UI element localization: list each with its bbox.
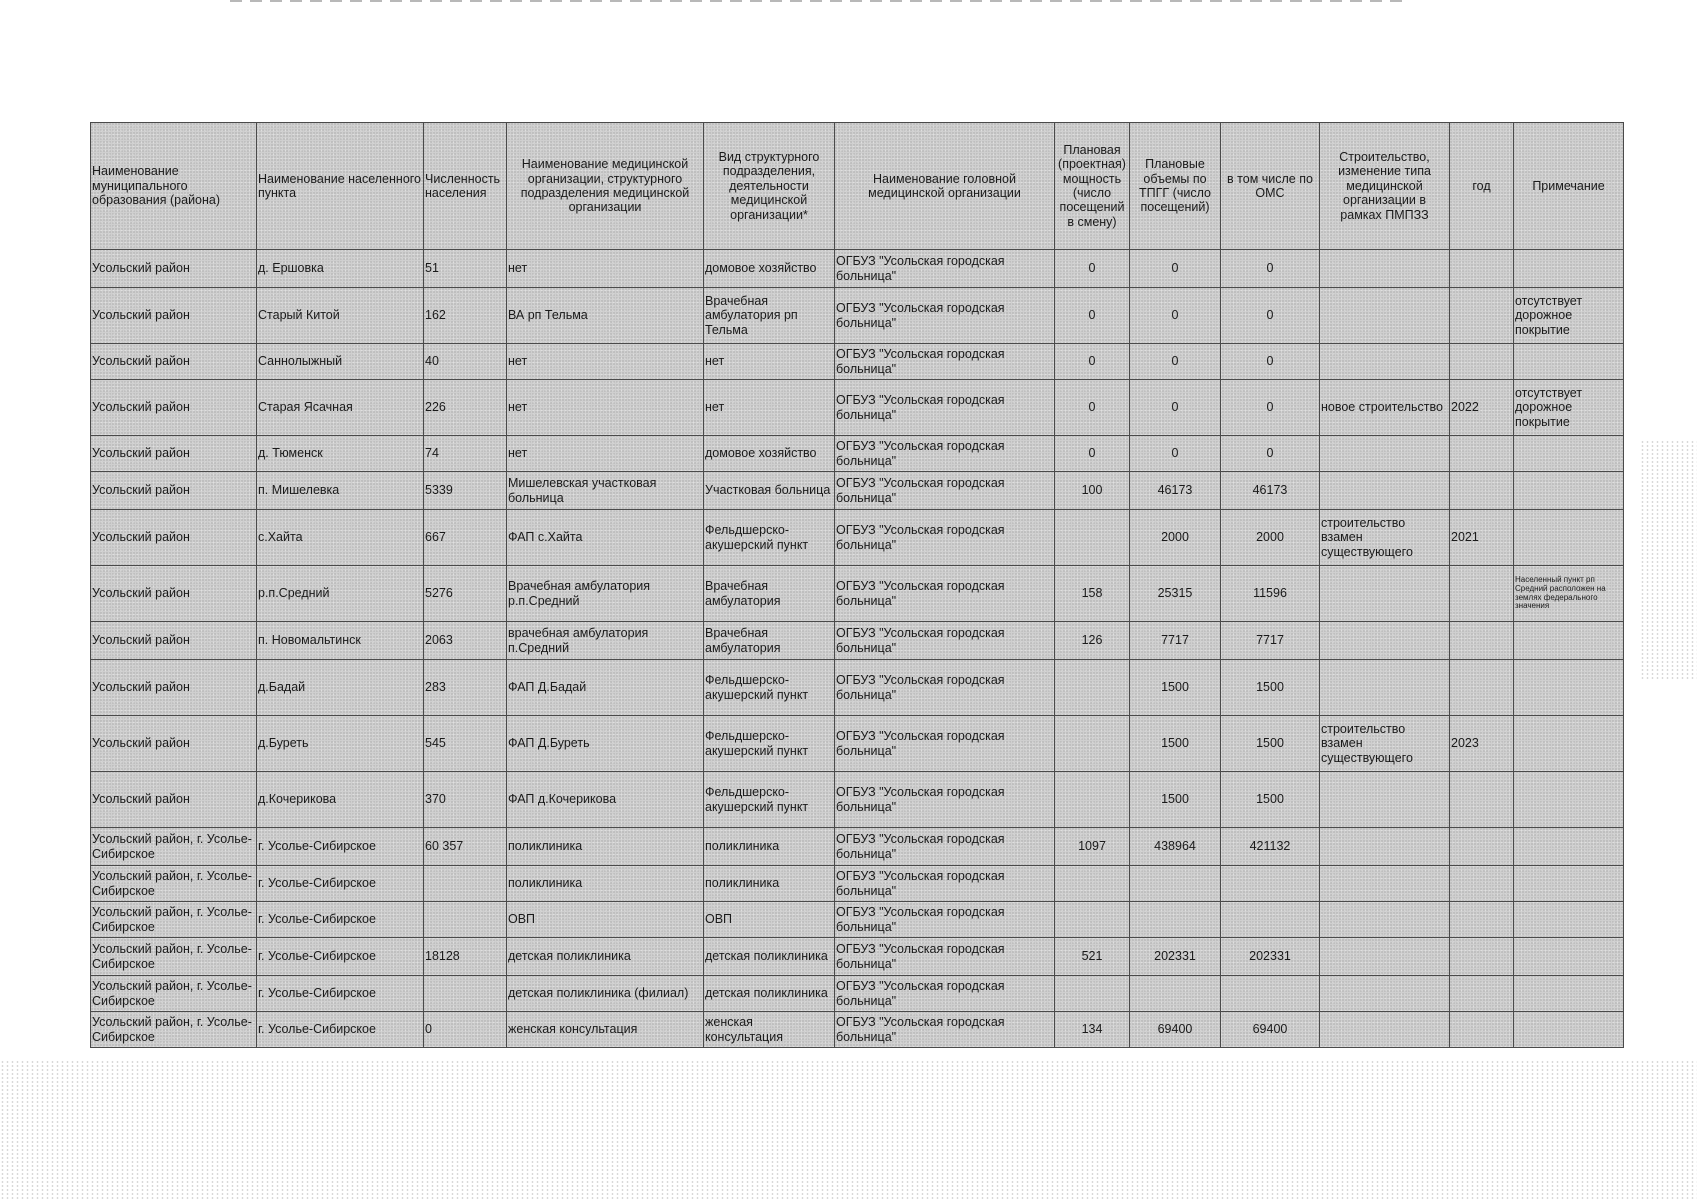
table-cell: 69400 bbox=[1130, 1012, 1221, 1048]
table-cell: поликлиника bbox=[507, 866, 704, 902]
table-cell: 1097 bbox=[1055, 828, 1130, 866]
table-cell bbox=[1320, 344, 1450, 380]
table-cell: ОВП bbox=[507, 902, 704, 938]
table-cell: врачебная амбулатория п.Средний bbox=[507, 622, 704, 660]
table-cell: Старый Китой bbox=[257, 288, 424, 344]
table-cell: поликлиника bbox=[507, 828, 704, 866]
table-cell: 1500 bbox=[1130, 716, 1221, 772]
table-cell: домовое хозяйство bbox=[704, 436, 835, 472]
header-population: Численность населения bbox=[424, 123, 507, 250]
table-cell bbox=[1514, 436, 1624, 472]
table-cell: ОГБУЗ "Усольская городская больница" bbox=[835, 250, 1055, 288]
table-cell: ФАП Д.Буреть bbox=[507, 716, 704, 772]
table-cell: 0 bbox=[1130, 288, 1221, 344]
table-cell: 0 bbox=[1221, 344, 1320, 380]
table-cell: 0 bbox=[1130, 380, 1221, 436]
table-cell: детская поликлиника bbox=[704, 976, 835, 1012]
table-cell: 46173 bbox=[1221, 472, 1320, 510]
table-row bbox=[91, 938, 1624, 976]
table-cell bbox=[1320, 976, 1450, 1012]
table-cell: ОГБУЗ "Усольская городская больница" bbox=[835, 938, 1055, 976]
table-cell: ОГБУЗ "Усольская городская больница" bbox=[835, 716, 1055, 772]
table-cell: 0 bbox=[1055, 344, 1130, 380]
table-cell: ОГБУЗ "Усольская городская больница" bbox=[835, 472, 1055, 510]
table-cell: 60 357 bbox=[424, 828, 507, 866]
table-cell: г. Усолье-Сибирское bbox=[257, 938, 424, 976]
table-cell bbox=[1450, 344, 1514, 380]
table-cell: ОГБУЗ "Усольская городская больница" bbox=[835, 902, 1055, 938]
table-cell: р.п.Средний bbox=[257, 566, 424, 622]
table-cell: 0 bbox=[1221, 288, 1320, 344]
table-cell: ОГБУЗ "Усольская городская больница" bbox=[835, 660, 1055, 716]
header-unit-type: Вид структурного подразделения, деятельности медицинской организации* bbox=[704, 123, 835, 250]
table-cell: Врачебная амбулатория bbox=[704, 622, 835, 660]
table-cell bbox=[1055, 716, 1130, 772]
scan-top-rule bbox=[230, 0, 1410, 2]
table-cell: 1500 bbox=[1221, 660, 1320, 716]
table-cell bbox=[1221, 866, 1320, 902]
table-row bbox=[91, 510, 1624, 566]
table-cell: 5276 bbox=[424, 566, 507, 622]
table-cell bbox=[1221, 902, 1320, 938]
table-cell: с.Хайта bbox=[257, 510, 424, 566]
table-cell bbox=[424, 976, 507, 1012]
table-cell bbox=[1450, 472, 1514, 510]
header-planned-volume: Плановые объемы по ТПГГ (число посещений) bbox=[1130, 123, 1221, 250]
table-cell bbox=[1450, 622, 1514, 660]
table-cell: ОГБУЗ "Усольская городская больница" bbox=[835, 828, 1055, 866]
table-cell: ФАП с.Хайта bbox=[507, 510, 704, 566]
table-row bbox=[91, 716, 1624, 772]
table-cell: нет bbox=[507, 380, 704, 436]
table-cell: отсутствует дорожное покрытие bbox=[1514, 288, 1624, 344]
table-cell: 0 bbox=[1221, 436, 1320, 472]
table-cell: Врачебная амбулатория р.п.Средний bbox=[507, 566, 704, 622]
table-cell: женская консультация bbox=[507, 1012, 704, 1048]
table-cell bbox=[424, 866, 507, 902]
header-oms: в том числе по ОМС bbox=[1221, 123, 1320, 250]
table-cell bbox=[1320, 622, 1450, 660]
header-settlement: Наименование населенного пункта bbox=[257, 123, 424, 250]
facilities-table bbox=[90, 122, 1624, 1048]
table-cell: 1500 bbox=[1130, 660, 1221, 716]
table-cell: новое строительство bbox=[1320, 380, 1450, 436]
table-cell: д.Кочерикова bbox=[257, 772, 424, 828]
table-cell: 0 bbox=[1221, 250, 1320, 288]
table-cell: д.Бадай bbox=[257, 660, 424, 716]
table-cell: Фельдшерско-акушерский пункт bbox=[704, 510, 835, 566]
table-cell: нет bbox=[507, 250, 704, 288]
table-cell: г. Усолье-Сибирское bbox=[257, 902, 424, 938]
table-cell: детская поликлиника (филиал) bbox=[507, 976, 704, 1012]
table-cell: строительство взамен существующего bbox=[1320, 510, 1450, 566]
table-cell: 18128 bbox=[424, 938, 507, 976]
table-cell: Усольский район bbox=[91, 772, 257, 828]
table-row bbox=[91, 288, 1624, 344]
table-cell bbox=[1514, 1012, 1624, 1048]
table-cell: г. Усолье-Сибирское bbox=[257, 866, 424, 902]
table-row bbox=[91, 866, 1624, 902]
table-row bbox=[91, 380, 1624, 436]
table-cell: ФАП Д.Бадай bbox=[507, 660, 704, 716]
table-cell: 126 bbox=[1055, 622, 1130, 660]
header-year: год bbox=[1450, 123, 1514, 250]
table-cell bbox=[1320, 902, 1450, 938]
table-cell bbox=[1450, 902, 1514, 938]
table-cell bbox=[1130, 866, 1221, 902]
table-row bbox=[91, 1012, 1624, 1048]
table-cell bbox=[1130, 976, 1221, 1012]
table-cell bbox=[1055, 866, 1130, 902]
table-cell: Врачебная амбулатория рп Тельма bbox=[704, 288, 835, 344]
table-cell: п. Мишелевка bbox=[257, 472, 424, 510]
table-cell: 0 bbox=[1221, 380, 1320, 436]
table-cell bbox=[1450, 828, 1514, 866]
table-body bbox=[91, 250, 1624, 1048]
table-cell: Врачебная амбулатория bbox=[704, 566, 835, 622]
table-cell bbox=[1320, 472, 1450, 510]
table-cell: 0 bbox=[1055, 436, 1130, 472]
table-cell bbox=[1514, 902, 1624, 938]
table-cell: Усольский район bbox=[91, 622, 257, 660]
table-cell: Саннолыжный bbox=[257, 344, 424, 380]
header-row bbox=[91, 123, 1624, 250]
table-cell bbox=[1514, 660, 1624, 716]
table-cell: ОВП bbox=[704, 902, 835, 938]
table-cell: Усольский район bbox=[91, 288, 257, 344]
table-cell: Усольский район, г. Усолье-Сибирское bbox=[91, 1012, 257, 1048]
table-cell: д.Буреть bbox=[257, 716, 424, 772]
table-cell bbox=[1450, 772, 1514, 828]
table-cell: женская консультация bbox=[704, 1012, 835, 1048]
table-cell: 667 bbox=[424, 510, 507, 566]
table-cell: 0 bbox=[1055, 288, 1130, 344]
table-cell: Усольский район, г. Усолье-Сибирское bbox=[91, 976, 257, 1012]
table-cell: строительство взамен существующего bbox=[1320, 716, 1450, 772]
table-cell: нет bbox=[704, 380, 835, 436]
table-cell: Усольский район bbox=[91, 344, 257, 380]
table-cell: Усольский район bbox=[91, 436, 257, 472]
table-cell: Усольский район bbox=[91, 566, 257, 622]
table-cell: 7717 bbox=[1221, 622, 1320, 660]
table-cell bbox=[1320, 828, 1450, 866]
header-construction: Строительство, изменение типа медицинской организации в рамках ПМПЗЗ bbox=[1320, 123, 1450, 250]
table-cell bbox=[1055, 772, 1130, 828]
table-cell: 40 bbox=[424, 344, 507, 380]
table-cell: 1500 bbox=[1221, 716, 1320, 772]
table-cell: 370 bbox=[424, 772, 507, 828]
table-cell: 69400 bbox=[1221, 1012, 1320, 1048]
table-cell bbox=[1514, 472, 1624, 510]
table-cell bbox=[1514, 716, 1624, 772]
table-cell: Мишелевская участковая больница bbox=[507, 472, 704, 510]
table-cell: 545 bbox=[424, 716, 507, 772]
table-row bbox=[91, 828, 1624, 866]
table-cell: 25315 bbox=[1130, 566, 1221, 622]
table-cell: ОГБУЗ "Усольская городская больница" bbox=[835, 772, 1055, 828]
table-cell: нет bbox=[507, 436, 704, 472]
table-cell: 134 bbox=[1055, 1012, 1130, 1048]
table-cell: Усольский район, г. Усолье-Сибирское bbox=[91, 938, 257, 976]
table-cell: 202331 bbox=[1130, 938, 1221, 976]
table-cell: 0 bbox=[1055, 250, 1130, 288]
table-cell: 74 bbox=[424, 436, 507, 472]
table-row bbox=[91, 472, 1624, 510]
table-cell: ОГБУЗ "Усольская городская больница" bbox=[835, 380, 1055, 436]
table-cell: ОГБУЗ "Усольская городская больница" bbox=[835, 976, 1055, 1012]
table-cell: Усольский район, г. Усолье-Сибирское bbox=[91, 902, 257, 938]
table-cell bbox=[1450, 660, 1514, 716]
table-cell: г. Усолье-Сибирское bbox=[257, 828, 424, 866]
table-cell: 11596 bbox=[1221, 566, 1320, 622]
header-parent-organization: Наименование головной медицинской организации bbox=[835, 123, 1055, 250]
table-cell bbox=[1450, 938, 1514, 976]
table-cell: домовое хозяйство bbox=[704, 250, 835, 288]
table-cell: 438964 bbox=[1130, 828, 1221, 866]
table-cell bbox=[1320, 660, 1450, 716]
table-cell: ОГБУЗ "Усольская городская больница" bbox=[835, 344, 1055, 380]
table-cell: 421132 bbox=[1221, 828, 1320, 866]
table-cell: ВА рп Тельма bbox=[507, 288, 704, 344]
table-cell bbox=[1514, 344, 1624, 380]
table-cell: Фельдшерско-акушерский пункт bbox=[704, 772, 835, 828]
table-row bbox=[91, 344, 1624, 380]
table-cell: 226 bbox=[424, 380, 507, 436]
table-cell bbox=[424, 902, 507, 938]
table-cell: Населенный пункт рп Средний расположен на землях федерального значения bbox=[1514, 566, 1624, 622]
table-cell bbox=[1320, 288, 1450, 344]
table-cell: ОГБУЗ "Усольская городская больница" bbox=[835, 288, 1055, 344]
table-cell: Усольский район bbox=[91, 510, 257, 566]
table-cell: 2021 bbox=[1450, 510, 1514, 566]
header-municipality: Наименование муниципального образования (района) bbox=[91, 123, 257, 250]
table-cell bbox=[1514, 772, 1624, 828]
table-cell bbox=[1514, 622, 1624, 660]
table-cell: Фельдшерско-акушерский пункт bbox=[704, 660, 835, 716]
header-note: Примечание bbox=[1514, 123, 1624, 250]
table-cell bbox=[1450, 436, 1514, 472]
table-cell: 2023 bbox=[1450, 716, 1514, 772]
table-cell: отсутствует дорожное покрытие bbox=[1514, 380, 1624, 436]
scan-noise-bottom bbox=[0, 1060, 1697, 1200]
table-cell: п. Новомальтинск bbox=[257, 622, 424, 660]
table-cell: 46173 bbox=[1130, 472, 1221, 510]
table-cell: Усольский район, г. Усолье-Сибирское bbox=[91, 866, 257, 902]
table-row bbox=[91, 622, 1624, 660]
table-cell bbox=[1514, 866, 1624, 902]
table-cell: ОГБУЗ "Усольская городская больница" bbox=[835, 436, 1055, 472]
table-cell bbox=[1320, 436, 1450, 472]
table-row bbox=[91, 436, 1624, 472]
scan-noise-right bbox=[1640, 440, 1697, 680]
table-row bbox=[91, 566, 1624, 622]
table-cell: ОГБУЗ "Усольская городская больница" bbox=[835, 510, 1055, 566]
table-cell: Усольский район bbox=[91, 660, 257, 716]
table-cell: Усольский район bbox=[91, 250, 257, 288]
table-cell: д. Тюменск bbox=[257, 436, 424, 472]
table-cell bbox=[1320, 866, 1450, 902]
table-cell: 521 bbox=[1055, 938, 1130, 976]
table-cell: 1500 bbox=[1130, 772, 1221, 828]
table-row bbox=[91, 660, 1624, 716]
table-cell: ОГБУЗ "Усольская городская больница" bbox=[835, 1012, 1055, 1048]
table-cell: 7717 bbox=[1130, 622, 1221, 660]
table-cell: 202331 bbox=[1221, 938, 1320, 976]
header-organization: Наименование медицинской организации, структурного подразделения медицинской организации bbox=[507, 123, 704, 250]
table-cell bbox=[1320, 772, 1450, 828]
table-cell bbox=[1450, 1012, 1514, 1048]
table-cell bbox=[1320, 250, 1450, 288]
table-cell bbox=[1055, 902, 1130, 938]
table-cell: 0 bbox=[1130, 344, 1221, 380]
table-cell: 51 bbox=[424, 250, 507, 288]
table-cell bbox=[1320, 1012, 1450, 1048]
table-cell bbox=[1055, 976, 1130, 1012]
table-cell bbox=[1514, 828, 1624, 866]
table-cell: нет bbox=[507, 344, 704, 380]
table-cell: ФАП д.Кочерикова bbox=[507, 772, 704, 828]
table-cell: 2000 bbox=[1221, 510, 1320, 566]
table-cell: поликлиника bbox=[704, 866, 835, 902]
table-cell bbox=[1450, 976, 1514, 1012]
table-cell bbox=[1130, 902, 1221, 938]
table-cell bbox=[1450, 288, 1514, 344]
table-cell: 0 bbox=[1130, 250, 1221, 288]
table-cell bbox=[1514, 976, 1624, 1012]
table-cell: 0 bbox=[1130, 436, 1221, 472]
table-cell bbox=[1450, 566, 1514, 622]
table-cell bbox=[1450, 250, 1514, 288]
table-cell bbox=[1514, 510, 1624, 566]
table-cell: нет bbox=[704, 344, 835, 380]
table-cell: Усольский район, г. Усолье-Сибирское bbox=[91, 828, 257, 866]
table-row bbox=[91, 250, 1624, 288]
table-cell: 2063 bbox=[424, 622, 507, 660]
table-row bbox=[91, 772, 1624, 828]
table-cell: ОГБУЗ "Усольская городская больница" bbox=[835, 866, 1055, 902]
table-cell bbox=[1514, 250, 1624, 288]
table-cell: 1500 bbox=[1221, 772, 1320, 828]
table-cell: 2000 bbox=[1130, 510, 1221, 566]
table-cell bbox=[1221, 976, 1320, 1012]
table-cell: Фельдшерско-акушерский пункт bbox=[704, 716, 835, 772]
table-cell bbox=[1055, 660, 1130, 716]
table-cell: ОГБУЗ "Усольская городская больница" bbox=[835, 622, 1055, 660]
table-cell: Усольский район bbox=[91, 380, 257, 436]
table-cell: ОГБУЗ "Усольская городская больница" bbox=[835, 566, 1055, 622]
table-row bbox=[91, 902, 1624, 938]
table-cell: Усольский район bbox=[91, 472, 257, 510]
table-cell: Усольский район bbox=[91, 716, 257, 772]
table-cell: поликлиника bbox=[704, 828, 835, 866]
table-cell: 5339 bbox=[424, 472, 507, 510]
table-cell: 100 bbox=[1055, 472, 1130, 510]
table-cell: 2022 bbox=[1450, 380, 1514, 436]
table-cell bbox=[1320, 938, 1450, 976]
table-cell: г. Усолье-Сибирское bbox=[257, 976, 424, 1012]
table-cell: 162 bbox=[424, 288, 507, 344]
table-cell: 0 bbox=[1055, 380, 1130, 436]
table-cell: 0 bbox=[424, 1012, 507, 1048]
table-cell: детская поликлиника bbox=[507, 938, 704, 976]
table-cell: д. Ершовка bbox=[257, 250, 424, 288]
table-cell bbox=[1055, 510, 1130, 566]
table-row bbox=[91, 976, 1624, 1012]
table-cell: 283 bbox=[424, 660, 507, 716]
table-cell: Старая Ясачная bbox=[257, 380, 424, 436]
table-cell: детская поликлиника bbox=[704, 938, 835, 976]
table-cell: г. Усолье-Сибирское bbox=[257, 1012, 424, 1048]
table-cell bbox=[1450, 866, 1514, 902]
table-cell bbox=[1320, 566, 1450, 622]
header-capacity: Плановая (проектная) мощность (число посещений в смену) bbox=[1055, 123, 1130, 250]
table-cell: 158 bbox=[1055, 566, 1130, 622]
table-cell: Участковая больница bbox=[704, 472, 835, 510]
table-header bbox=[91, 123, 1624, 250]
table-cell bbox=[1514, 938, 1624, 976]
